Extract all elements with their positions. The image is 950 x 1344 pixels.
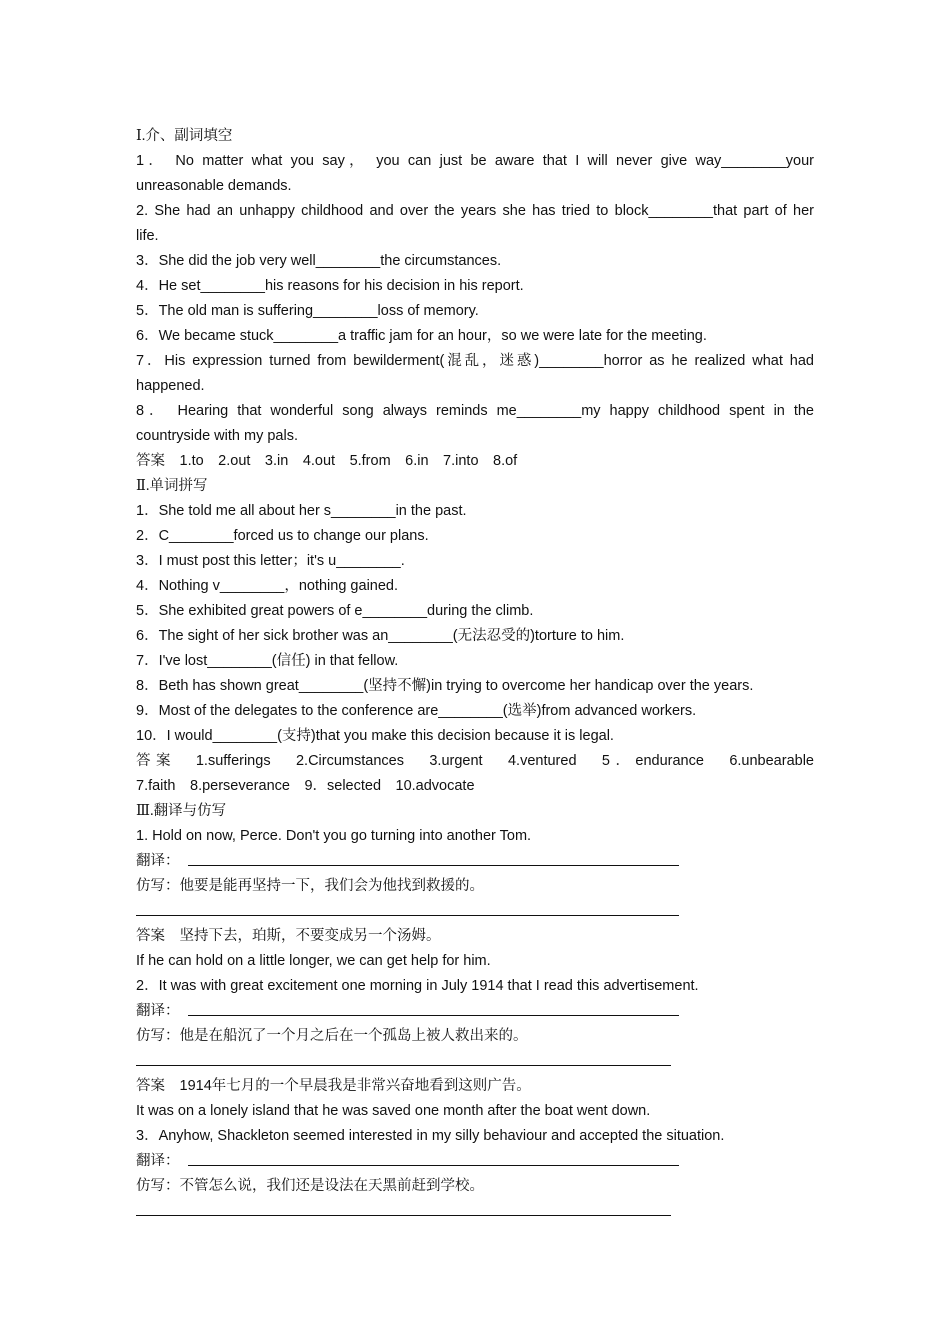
answer-key: It was on a lonely island that he was saved one month after the boat went down. [136,1103,651,1119]
question-line: 8． Hearing that wonderful song always reminds me________my happy childhood spent in the [136,403,814,419]
question-line: 9．Most of the delegates to the conference are________(选举)from advanced workers. [136,703,697,719]
source-sentence: 1. Hold on now, Perce. Don't you go turning into another Tom. [136,828,532,844]
translate-label: 翻译： [136,1153,180,1169]
question-line: 3．She did the job very well________the circumstances. [136,253,502,269]
answer-blank[interactable] [136,915,679,916]
imitate-prompt: 仿写：他要是能再坚持一下，我们会为他找到救援的。 [136,878,484,894]
question-line: 1．She told me all about her s________in the past. [136,503,467,519]
translate-row [136,1149,814,1174]
question-line: 2. She had an unhappy childhood and over the years she has tried to block________that part of her [136,203,814,219]
answer-key: If he can hold on a little longer, we can get help for him. [136,953,491,969]
imitate-prompt: 仿写：不管怎么说，我们还是设法在天黑前赶到学校。 [136,1178,484,1194]
answer-key: 答案 1.to 2.out 3.in 4.out 5.from 6.in 7.into 8.of [136,453,518,469]
answer-key: 答案 坚持下去，珀斯，不要变成另一个汤姆。 [136,928,441,944]
question-line: 8．Beth has shown great________(坚持不懈)in trying to overcome her handicap over the years. [136,678,754,694]
question-line: countryside with my pals. [136,428,298,444]
question-line: 1． No matter what you say， you can just be aware that I will never give way________your [136,153,814,169]
answer-blank[interactable] [188,865,679,866]
answer-blank[interactable] [188,1015,679,1016]
question-line: 4．He set________his reasons for his decision in his report. [136,278,524,294]
question-line: 6．We became stuck________a traffic jam for an hour，so we were late for the meeting. [136,328,707,344]
answer-key: 7.faith 8.perseverance 9．selected 10.advocate [136,778,475,794]
answer-blank[interactable] [136,1065,671,1066]
worksheet-page [136,124,814,1224]
source-sentence: 2．It was with great excitement one morning in July 1914 that I read this advertisement. [136,978,699,994]
question-line: 10．I would________(支持)that you make this decision because it is legal. [136,728,614,744]
question-line: 7．His expression turned from bewilderment(混乱，迷惑)________horror as he realized what had [136,353,814,369]
section-1-heading: Ⅰ.介、副词填空 [136,128,233,144]
translate-label: 翻译： [136,1003,180,1019]
answer-key: 答案 1.sufferings 2.Circumstances 3.urgent 4.ventured 5．endurance 6.unbearable [136,753,814,769]
translate-label: 翻译： [136,853,180,869]
section-3-heading: Ⅲ.翻译与仿写 [136,803,227,819]
answer-key: 答案 1914年七月的一个早晨我是非常兴奋地看到这则广告。 [136,1078,531,1094]
question-line: life. [136,228,159,244]
question-line: 2．C________forced us to change our plans. [136,528,429,544]
question-line: happened. [136,378,205,394]
translate-row [136,999,814,1024]
question-line: 3．I must post this letter；it's u________. [136,553,405,569]
question-line: unreasonable demands. [136,178,292,194]
imitate-blank-row [136,1049,814,1074]
imitate-blank-row [136,1199,814,1224]
answer-blank[interactable] [188,1165,679,1166]
question-line: 4．Nothing v________，nothing gained. [136,578,399,594]
question-line: 6．The sight of her sick brother was an________(无法忍受的)torture to him. [136,628,625,644]
question-line: 5．She exhibited great powers of e________during the climb. [136,603,534,619]
imitate-blank-row [136,899,814,924]
source-sentence: 3．Anyhow, Shackleton seemed interested in my silly behaviour and accepted the situation. [136,1128,725,1144]
section-2-heading: Ⅱ.单词拼写 [136,478,208,494]
imitate-prompt: 仿写：他是在船沉了一个月之后在一个孤岛上被人救出来的。 [136,1028,528,1044]
translate-row [136,849,814,874]
answer-blank[interactable] [136,1215,671,1216]
question-line: 5．The old man is suffering________loss of memory. [136,303,479,319]
question-line: 7．I've lost________(信任) in that fellow. [136,653,399,669]
